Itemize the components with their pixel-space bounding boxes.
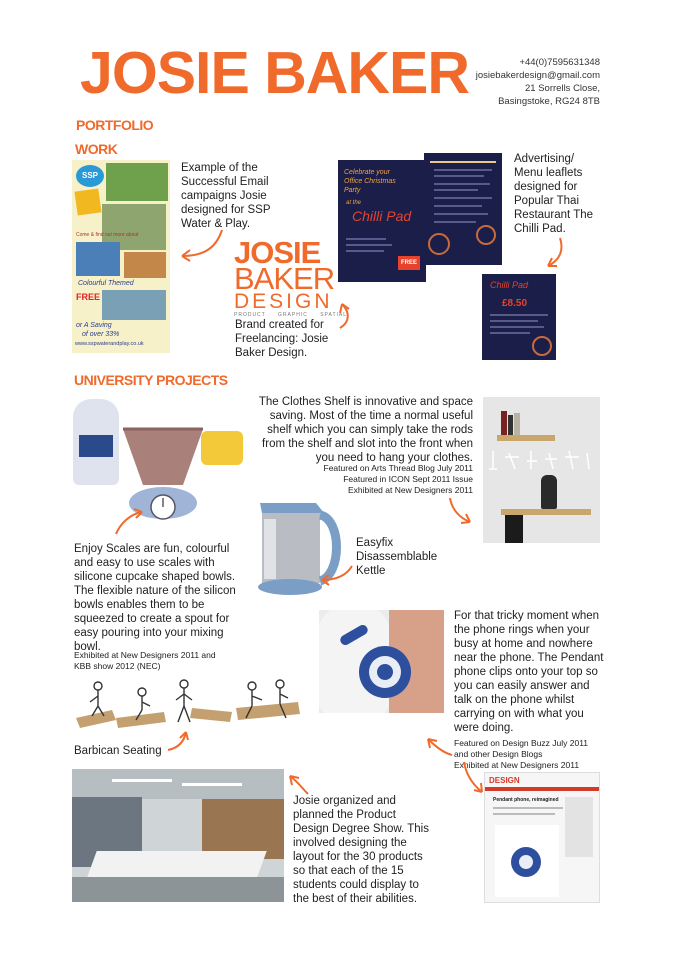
arrow-icon: [316, 562, 356, 586]
chilli-caption: Advertising/ Menu leaflets designed for Popular Thai Restaurant The Chilli Pad.: [514, 153, 594, 235]
university-heading: UNIVERSITY PROJECTS: [74, 372, 228, 388]
brand-caption: Brand created for Freelancing: Josie Baker Design.: [235, 319, 329, 359]
design-blog-screenshot: DESIGN Pendant phone, reimagined: [484, 772, 600, 903]
ssp-caption: Example of the Successful Email campaigns Josie designed for SSP Water & Play.: [181, 162, 271, 230]
barbican-seating-image: [72, 678, 302, 734]
work-heading: WORK: [75, 141, 118, 157]
arrow-icon: [176, 228, 226, 262]
contact-info: [476, 56, 600, 108]
arrow-icon: [420, 735, 456, 759]
scales-description: Enjoy Scales are fun, colourful and easy to use scales with silicone cupcake shaped bowls. The flexible nature of the silicon bowls enables them to be squeezed to create a spout for easy pouring into your mixing bowl.: [74, 543, 236, 653]
clothes-shelf-image: [483, 397, 600, 543]
chilli-lunch-leaflet: Chilli Pad £8.50: [482, 274, 556, 360]
arrow-icon: [112, 506, 148, 536]
degree-show-image: [72, 769, 284, 902]
town-postcode: Basingstoke, RG24 8TB: [498, 96, 600, 107]
degree-show-description: Josie organized and planned the Product Design Degree Show. This involved designing the layout for the 30 products so that each of the 15 students could display to the best of their abilities.: [293, 795, 429, 905]
arrow-icon: [330, 300, 360, 330]
barbican-caption: Barbican Seating: [74, 745, 162, 757]
email-address: josiebakerdesign@gmail.com: [475, 70, 600, 81]
clothes-shelf-notes: Featured on Arts Thread Blog July 2011 Featured in ICON Sept 2011 Issue Exhibited at New Designers 2011: [323, 463, 473, 495]
phone-number: +44(0)7595631348: [519, 57, 600, 68]
ssp-logo: SSP: [76, 165, 104, 187]
pendant-phone-notes: Featured on Design Buzz July 2011 and other Design Blogs Exhibited at New Designers 2011: [454, 738, 589, 770]
arrow-icon: [164, 728, 190, 754]
scales-notes: Exhibited at New Designers 2011 and KBB show 2012 (NEC): [74, 650, 216, 671]
brand-logo: JOSIE BAKER DESIGN PRODUCT GRAPHIC SPATIAL: [234, 235, 348, 318]
clothes-shelf-description: The Clothes Shelf is innovative and space saving. Most of the time a normal useful shelf which you can simply take the rods from the shelf and slot into the front when you need to hang your clothes.: [258, 396, 473, 464]
page-title: JOSIE BAKER: [80, 40, 469, 106]
arrow-icon: [446, 496, 476, 528]
ssp-poster-image: SSP Come & find out more about Colourful Themed FREE or A Saving of over 33% www.sspwaterandplay.co.uk: [72, 160, 170, 353]
pendant-phone-description: For that tricky moment when the phone rings when your busy at home and nowhere near the phone. The Pendant phone clips onto your top so you can easily answer and talk on the phone whilst carrying on with what you were doing.: [454, 610, 604, 734]
chilli-party-leaflet: Celebrate your Office Christmas Party at the Chilli Pad FREE: [338, 160, 426, 282]
arrow-icon: [540, 236, 570, 270]
kettle-caption: Easyfix Disassemblable Kettle: [356, 537, 438, 577]
enjoy-scales-image: [73, 397, 245, 529]
pendant-phone-image: [319, 610, 444, 713]
portfolio-heading: PORTFOLIO: [76, 117, 154, 133]
chilli-menu-leaflet: [424, 153, 502, 265]
street-address: 21 Sorrells Close,: [525, 83, 600, 94]
